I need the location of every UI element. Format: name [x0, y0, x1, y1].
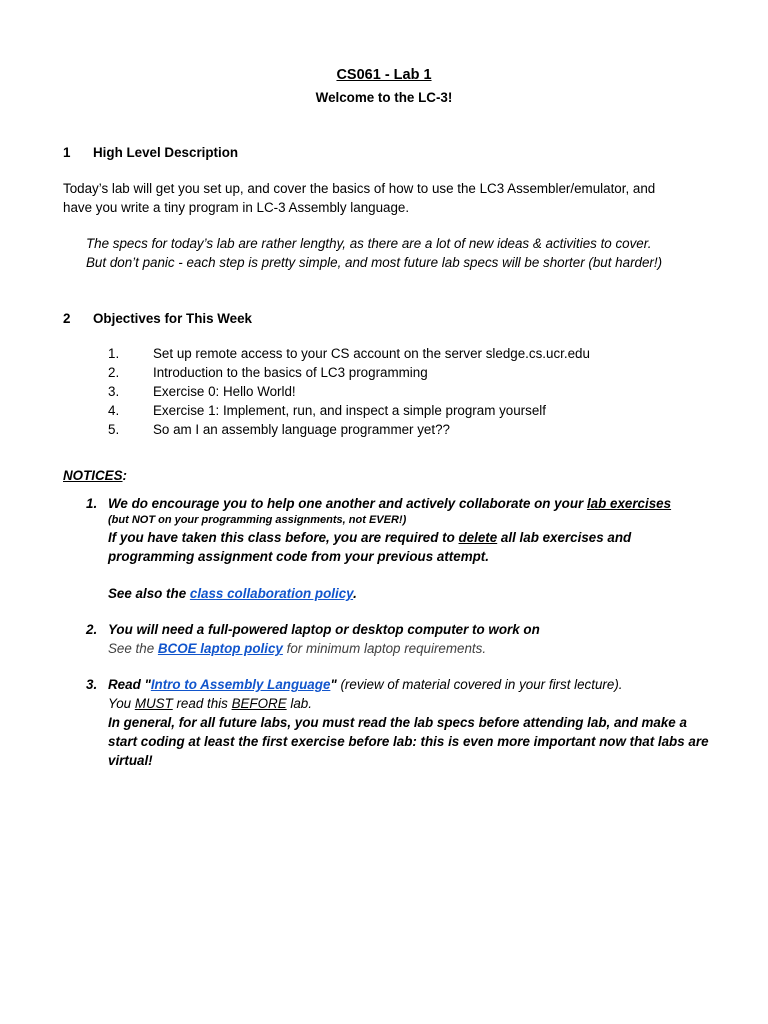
notice-text: If you have taken this class before, you are required to — [108, 530, 459, 545]
notice-text: Read " — [108, 677, 151, 692]
list-number: 5. — [108, 422, 120, 437]
before-text: BEFORE — [231, 696, 287, 711]
notice-small-note: (but NOT on your programming assignments, not EVER!) — [108, 514, 407, 526]
class-collaboration-policy-link[interactable]: class collaboration policy — [189, 586, 354, 601]
intro-to-assembly-language-link[interactable]: Intro to Assembly Language — [150, 677, 331, 692]
notice-text: . — [353, 586, 357, 601]
notice-number: 3. — [86, 677, 98, 692]
notice-line — [108, 639, 716, 658]
note-line: But don’t panic - each step is pretty simple, and most future lab specs will be shorter (but harder!) — [86, 255, 663, 270]
notice-2 — [86, 620, 716, 658]
notice-text: (review of material covered in your first lecture). — [336, 677, 623, 692]
notice-text: all lab exercises and — [497, 530, 632, 545]
paragraph-line: have you write a tiny program in LC-3 Assembly language. — [63, 200, 410, 215]
notice-text: " — [330, 677, 337, 692]
list-text: Set up remote access to your CS account on the server sledge.cs.ucr.edu — [153, 346, 590, 361]
notice-3 — [86, 675, 716, 770]
notice-line: You will need a full-powered laptop or desktop computer to work on — [108, 622, 540, 637]
notice-text: read this — [172, 696, 232, 711]
section-1-note — [86, 234, 726, 272]
notice-line — [108, 584, 716, 603]
list-item — [108, 382, 590, 401]
notice-text: You — [108, 696, 135, 711]
bcoe-laptop-policy-link[interactable]: BCOE laptop policy — [157, 641, 283, 656]
list-number: 3. — [108, 384, 120, 399]
must-text: MUST — [134, 696, 173, 711]
notice-text: See the — [108, 641, 158, 656]
section-number: 1 — [63, 145, 71, 160]
note-line: The specs for today’s lab are rather lengthy, as there are a lot of new ideas & activities to cover. — [86, 236, 652, 251]
notice-number: 1. — [86, 496, 98, 511]
list-text: Introduction to the basics of LC3 programming — [153, 365, 428, 380]
notice-line: In general, for all future labs, you must read the lab specs before attending lab, and make a — [108, 715, 687, 730]
objectives-list — [108, 344, 590, 439]
list-number: 4. — [108, 403, 120, 418]
section-number: 2 — [63, 311, 71, 326]
list-item — [108, 363, 590, 382]
notices-colon: : — [122, 468, 127, 483]
notice-text: lab. — [286, 696, 312, 711]
section-2-heading — [63, 309, 252, 328]
notice-text: for minimum laptop requirements. — [282, 641, 487, 656]
notice-1 — [86, 494, 716, 603]
notice-line — [108, 694, 716, 713]
list-number: 2. — [108, 365, 120, 380]
page-title: CS061 - Lab 1 — [336, 67, 432, 83]
list-item — [108, 401, 590, 420]
notice-text: See also the — [108, 586, 190, 601]
notice-line: virtual! — [108, 753, 153, 768]
section-1-heading — [63, 143, 238, 162]
list-text: So am I an assembly language programmer yet?? — [153, 422, 450, 437]
lab-exercises-text: lab exercises — [586, 496, 672, 511]
notices-title: NOTICES — [63, 468, 123, 483]
page-subtitle: Welcome to the LC-3! — [315, 90, 453, 105]
list-text: Exercise 1: Implement, run, and inspect a simple program yourself — [153, 403, 546, 418]
list-number: 1. — [108, 346, 120, 361]
notice-line — [108, 494, 716, 513]
notice-text: We do encourage you to help one another and actively collaborate on your — [108, 496, 587, 511]
list-item — [108, 344, 590, 363]
notice-line: programming assignment code from your previous attempt. — [108, 549, 489, 564]
section-title: Objectives for This Week — [93, 311, 253, 326]
notice-line: start coding at least the first exercise before lab: this is even more important now that labs are — [108, 734, 709, 749]
list-text: Exercise 0: Hello World! — [153, 384, 296, 399]
list-item — [108, 420, 590, 439]
notice-line — [108, 675, 716, 694]
delete-text: delete — [458, 530, 498, 545]
section-1-paragraph — [63, 179, 713, 217]
section-title: High Level Description — [93, 145, 239, 160]
notices-label — [63, 466, 127, 485]
notice-line — [108, 528, 716, 547]
paragraph-line: Today’s lab will get you set up, and cover the basics of how to use the LC3 Assembler/emulator, and — [63, 181, 656, 196]
notice-number: 2. — [86, 622, 98, 637]
